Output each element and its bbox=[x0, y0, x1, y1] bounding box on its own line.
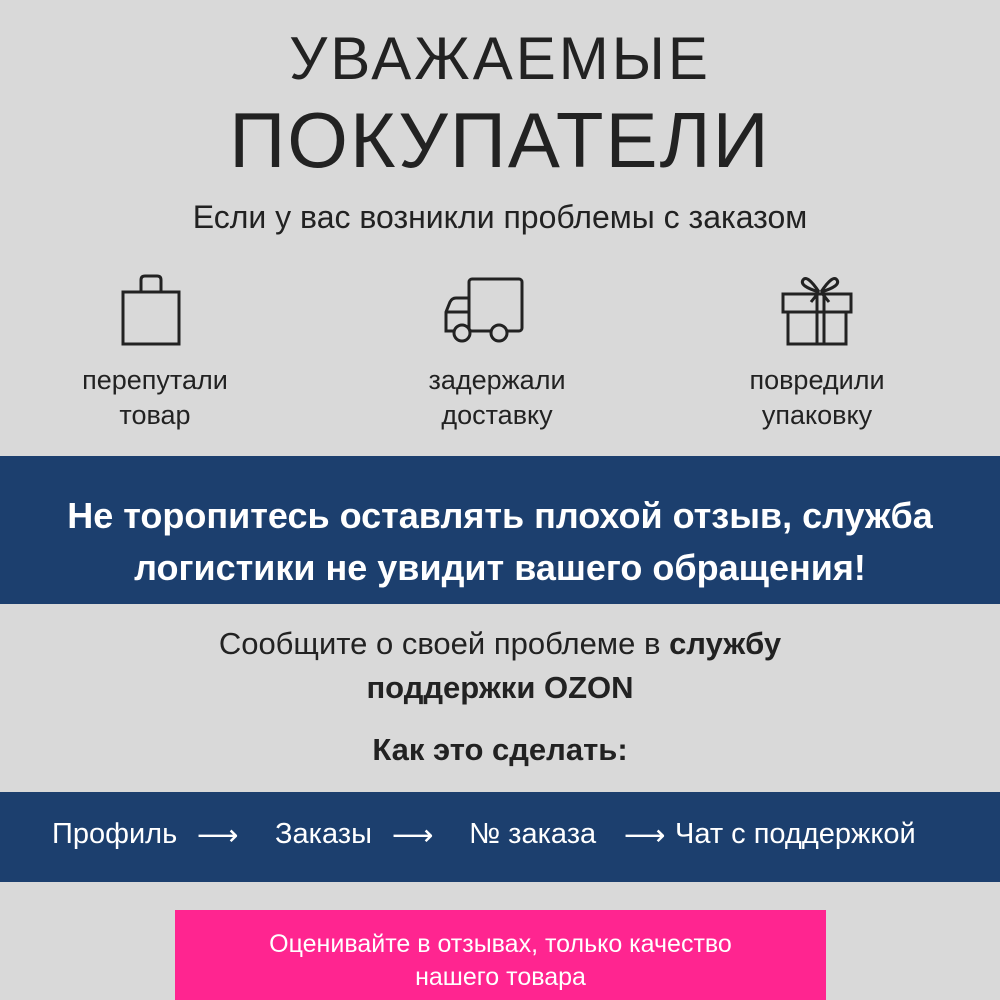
report-part1-bold: службу bbox=[669, 626, 782, 661]
title-line2: ПОКУПАТЕЛИ bbox=[229, 96, 771, 184]
report-text bbox=[0, 622, 1000, 710]
how-to-heading: Как это сделать: bbox=[372, 732, 628, 767]
title-line1: УВАЖАЕМЫЕ bbox=[289, 25, 711, 92]
step-order-number: № заказа bbox=[469, 818, 597, 850]
warning-line1: Не торопитесь оставлять плохой отзыв, служба bbox=[67, 495, 933, 536]
step-support-chat: Чат с поддержкой bbox=[675, 818, 916, 850]
problem-label-line2: товар bbox=[119, 400, 191, 430]
shopping-bag-icon bbox=[118, 272, 184, 348]
gift-box-icon bbox=[779, 274, 855, 348]
footer-line1: Оценивайте в отзывах, только качество bbox=[269, 930, 732, 958]
problem-label-line1: перепутали bbox=[82, 365, 228, 395]
step-orders: Заказы bbox=[275, 818, 372, 850]
footer-line2: нашего товара bbox=[415, 963, 586, 991]
problem-label-line1: повредили bbox=[749, 365, 885, 395]
report-part1: Сообщите о своей проблеме в bbox=[218, 626, 670, 661]
subtitle: Если у вас возникли проблемы с заказом bbox=[192, 199, 808, 235]
problem-label-line2: упаковку bbox=[761, 400, 873, 430]
report-line2-bold: поддержки OZON bbox=[366, 670, 634, 705]
step-profile: Профиль bbox=[52, 818, 178, 850]
problem-label-line2: доставку bbox=[441, 400, 553, 430]
arrow-icon: ⟶ bbox=[197, 820, 239, 852]
footer-text bbox=[175, 928, 826, 994]
delivery-truck-icon bbox=[442, 276, 526, 346]
arrow-icon: ⟶ bbox=[624, 820, 666, 852]
problem-label-delivery bbox=[367, 363, 627, 433]
warning-text bbox=[10, 490, 990, 594]
arrow-icon: ⟶ bbox=[392, 820, 434, 852]
problem-label-line1: задержали bbox=[428, 365, 566, 395]
problem-label-goods bbox=[25, 363, 285, 433]
problem-label-package bbox=[687, 363, 947, 433]
warning-line2: логистики не увидит вашего обращения! bbox=[134, 547, 866, 588]
